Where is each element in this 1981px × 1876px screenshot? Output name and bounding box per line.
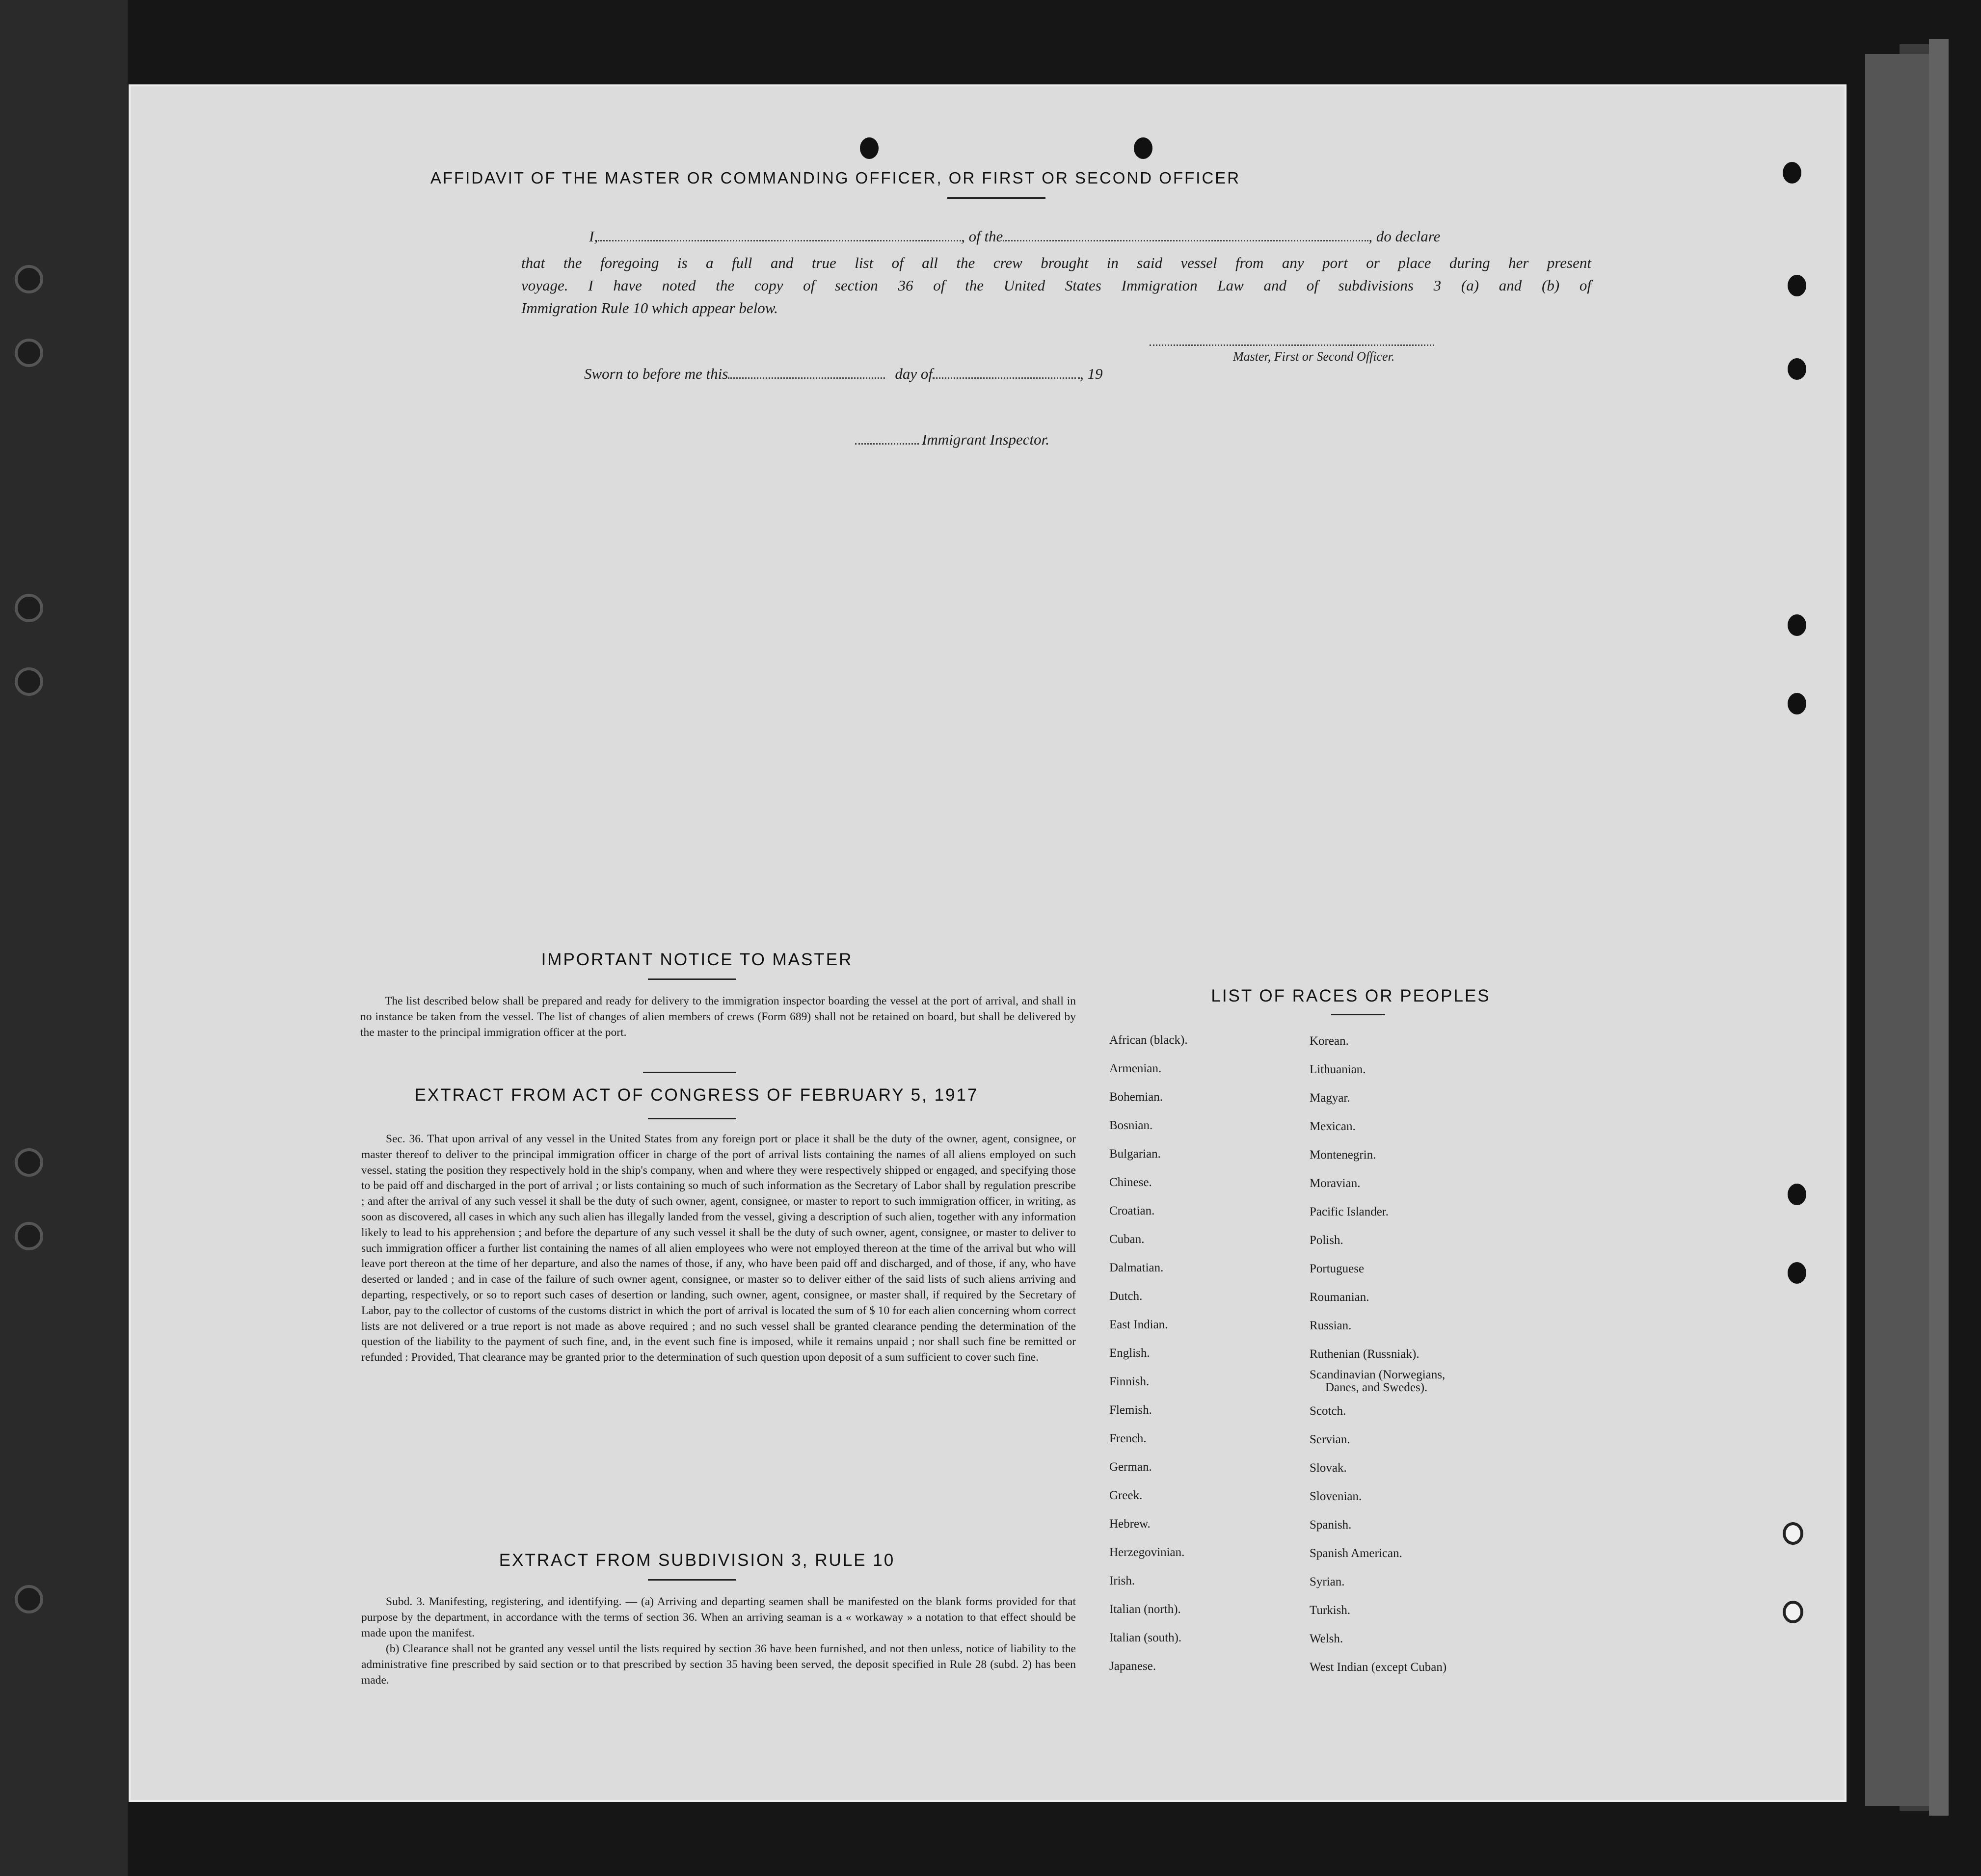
year-text: , 19 bbox=[1079, 365, 1103, 382]
affidavit-title: AFFIDAVIT OF THE MASTER OR COMMANDING OFFICER, OR FIRST OR SECOND OFFICER bbox=[430, 169, 1241, 187]
binding-hole bbox=[15, 1222, 43, 1250]
binding-hole bbox=[15, 1148, 43, 1177]
binding-hole bbox=[15, 1585, 43, 1613]
races-title: LIST OF RACES OR PEOPLES bbox=[1211, 986, 1491, 1005]
page-stack-edge bbox=[1865, 54, 1929, 1806]
race-right: West Indian (except Cuban) bbox=[1310, 1661, 1447, 1674]
race-right: Spanish. bbox=[1310, 1518, 1352, 1532]
punch-hole bbox=[1788, 1262, 1806, 1284]
name-blank bbox=[598, 230, 961, 241]
inspector-label: Immigrant Inspector. bbox=[922, 431, 1050, 448]
race-left: English. bbox=[1109, 1347, 1150, 1360]
rule-title: EXTRACT FROM SUBDIVISION 3, RULE 10 bbox=[499, 1551, 895, 1570]
race-left: Chinese. bbox=[1109, 1176, 1152, 1189]
inspector-blank bbox=[855, 433, 919, 445]
race-left: Dalmatian. bbox=[1109, 1261, 1164, 1274]
title-rule bbox=[947, 197, 1045, 199]
affidavit-line-4: Immigration Rule 10 which appear below. bbox=[521, 299, 778, 317]
race-right: Pacific Islander. bbox=[1310, 1205, 1389, 1218]
sworn-line bbox=[584, 365, 1102, 383]
race-left: Croatian. bbox=[1109, 1204, 1155, 1217]
race-left: Armenian. bbox=[1109, 1062, 1162, 1075]
affidavit-declare: , do declare bbox=[1368, 228, 1441, 245]
punch-hole bbox=[1788, 1184, 1806, 1205]
race-left: Bulgarian. bbox=[1109, 1147, 1161, 1161]
month-blank bbox=[933, 368, 1080, 379]
rule-text-a: Subd. 3. Manifesting, registering, and identifying. — (a) Arriving and departing seamen shall be manifested on the blank forms provided for that purpose by the department, in accordance with the terms of section 36. When an arriving seaman is a « workaway » a notation to that effect should be made upon the manifest. bbox=[361, 1595, 1076, 1639]
title-rule bbox=[648, 1118, 736, 1119]
race-left: Cuban. bbox=[1109, 1233, 1145, 1246]
race-right: Montenegrin. bbox=[1310, 1148, 1376, 1162]
race-left: Italian (north). bbox=[1109, 1603, 1181, 1616]
race-left: Bohemian. bbox=[1109, 1090, 1163, 1104]
binding-hole bbox=[15, 265, 43, 293]
race-right: Russian. bbox=[1310, 1319, 1352, 1332]
punch-hole bbox=[1788, 614, 1806, 636]
punch-hole bbox=[1783, 1522, 1803, 1545]
race-right: Moravian. bbox=[1310, 1177, 1361, 1190]
affidavit-line-3: voyage. I have noted the copy of section 36 of the United States Immigration Law and of subdivisions 3 (a) and (b) of bbox=[521, 277, 1591, 294]
page-stack-edge bbox=[1929, 39, 1949, 1816]
punch-hole bbox=[1788, 275, 1806, 296]
race-left: Hebrew. bbox=[1109, 1517, 1151, 1531]
race-left: Finnish. bbox=[1109, 1375, 1150, 1388]
race-left: East Indian. bbox=[1109, 1318, 1168, 1331]
punch-hole bbox=[1134, 137, 1152, 159]
affidavit-of-the: , of the bbox=[961, 228, 1003, 245]
race-right: Scotch. bbox=[1310, 1404, 1346, 1418]
punch-hole bbox=[860, 137, 879, 159]
act-text: Sec. 36. That upon arrival of any vessel in the United States from any foreign port or place it shall be the duty of the owner, agent, consignee, or master thereof to deliver to the principal immigration officer in charge of the port of arrival lists containing the names of all aliens employed on such vessel, stating the position they respectively hold in the ship's company, when and where they were respectively shipped or engaged, and specifying those to be paid off and discharged in the port of arrival ; or lists containing so much of such information as the Secretary of Labor shall by regulation prescribe ; and after the arrival of any such vessel it shall be the duty of such owner, agent, consignee, or master to report to such immigration officer, in writing, as soon as discovered, all cases in which any such alien has illegally landed from the vessel, giving a description of such alien, together with any information likely to lead to his apprehension ; and before the departure of any such vessel it shall be the duty of such owner, agent, consignee, or master to deliver to such immigration officer a further list containing the names of all alien employees who were not employed thereon at the time of the arrival but who will leave port thereon at the time of her departure, and also the names of those, if any, who have been paid off and discharged, and of those, if any, who have deserted or landed ; and in case of the failure of such owner agent, consignee, or master so to deliver either of the said lists of such aliens arriving and departing, respectively, or so to report such cases of desertion or landing, such owner, agent, consignee, or master shall, if required by the Secretary of Labor, pay to the collector of customs of the customs district in which the port of arrival is located the sum of $ 10 for each alien concerning whom correct lists are not delivered or a true report is not made as above required ; and no such vessel shall be granted clearance pending the determination of the question of the liability to the payment of such fine, and, in the event such fine is imposed, while it remains unpaid ; nor shall such fine be remitted or refunded : Provided, That clearance may be granted prior to the determination of such question upon deposit of a sum sufficient to cover such fine. bbox=[361, 1133, 1076, 1364]
race-right: Syrian. bbox=[1310, 1575, 1345, 1588]
race-left: Herzegovinian. bbox=[1109, 1546, 1185, 1559]
punch-hole bbox=[1788, 693, 1806, 714]
race-right: Lithuanian. bbox=[1310, 1063, 1366, 1076]
race-left: Flemish. bbox=[1109, 1403, 1152, 1417]
signature-line bbox=[1150, 344, 1434, 346]
race-right: Turkish. bbox=[1310, 1604, 1351, 1617]
race-left: African (black). bbox=[1109, 1033, 1188, 1047]
day-blank bbox=[728, 368, 885, 379]
notice-text: The list described below shall be prepared and ready for delivery to the immigration inspector boarding the vessel at the port of arrival, and shall in no instance be taken from the vessel. The list of changes of alien members of crews (Form 689) shall not be retained on board, but shall be delivered by the master to the principal immigration officer at the port. bbox=[360, 995, 1076, 1039]
affidavit-i: I, bbox=[589, 228, 598, 245]
race-right: Korean. bbox=[1310, 1034, 1349, 1048]
race-right: Slovenian. bbox=[1310, 1490, 1362, 1503]
affidavit-line-1 bbox=[589, 228, 1440, 245]
title-rule bbox=[1331, 1014, 1385, 1015]
race-right: Spanish American. bbox=[1310, 1547, 1402, 1560]
punch-hole bbox=[1783, 1601, 1803, 1623]
vessel-blank bbox=[1003, 230, 1368, 241]
day-of-text: day of bbox=[895, 365, 933, 382]
binding-hole bbox=[15, 667, 43, 696]
race-right: Polish. bbox=[1310, 1234, 1343, 1247]
sworn-text: Sworn to before me this bbox=[584, 365, 728, 382]
race-left: Italian (south). bbox=[1109, 1631, 1182, 1644]
race-left: French. bbox=[1109, 1432, 1147, 1445]
race-right: Ruthenian (Russniak). bbox=[1310, 1348, 1419, 1361]
inspector-line bbox=[855, 431, 1049, 449]
race-left: Irish. bbox=[1109, 1574, 1135, 1587]
race-right: Danes, and Swedes). bbox=[1325, 1381, 1428, 1394]
race-right: Scandinavian (Norwegians, bbox=[1310, 1368, 1446, 1381]
affidavit-line-2: that the foregoing is a full and true list of all the crew brought in said vessel from any port or place during her present bbox=[521, 254, 1591, 271]
document-page bbox=[129, 84, 1847, 1802]
title-rule bbox=[648, 978, 736, 980]
race-left: Dutch. bbox=[1109, 1290, 1143, 1303]
race-right: Roumanian. bbox=[1310, 1291, 1369, 1304]
binding-hole bbox=[15, 339, 43, 367]
act-title: EXTRACT FROM ACT OF CONGRESS OF FEBRUARY 5, 1917 bbox=[414, 1085, 979, 1105]
race-left: Greek. bbox=[1109, 1489, 1143, 1502]
punch-hole bbox=[1788, 358, 1806, 380]
rule-text bbox=[361, 1594, 1076, 1688]
punch-hole bbox=[1783, 162, 1801, 184]
race-right: Mexican. bbox=[1310, 1120, 1356, 1133]
binding-hole bbox=[15, 594, 43, 622]
race-right: Magyar. bbox=[1310, 1091, 1350, 1105]
signature-label: Master, First or Second Officer. bbox=[1233, 349, 1395, 364]
notice-title: IMPORTANT NOTICE TO MASTER bbox=[541, 950, 853, 969]
race-left: German. bbox=[1109, 1460, 1152, 1474]
race-right: Slovak. bbox=[1310, 1461, 1347, 1475]
title-rule bbox=[648, 1579, 736, 1581]
section-rule bbox=[643, 1072, 736, 1073]
rule-text-b: (b) Clearance shall not be granted any vessel until the lists required by section 36 have been furnished, and not then unless, notice of liability to the administrative fine prescribed by said section or to that prescribed by section 35 having been served, the deposit specified in Rule 28 (subd. 2) has been made. bbox=[361, 1642, 1076, 1687]
race-right: Portuguese bbox=[1310, 1262, 1365, 1275]
race-left: Bosnian. bbox=[1109, 1119, 1153, 1132]
race-left: Japanese. bbox=[1109, 1660, 1156, 1673]
race-right: Welsh. bbox=[1310, 1632, 1343, 1645]
race-right: Servian. bbox=[1310, 1433, 1350, 1446]
